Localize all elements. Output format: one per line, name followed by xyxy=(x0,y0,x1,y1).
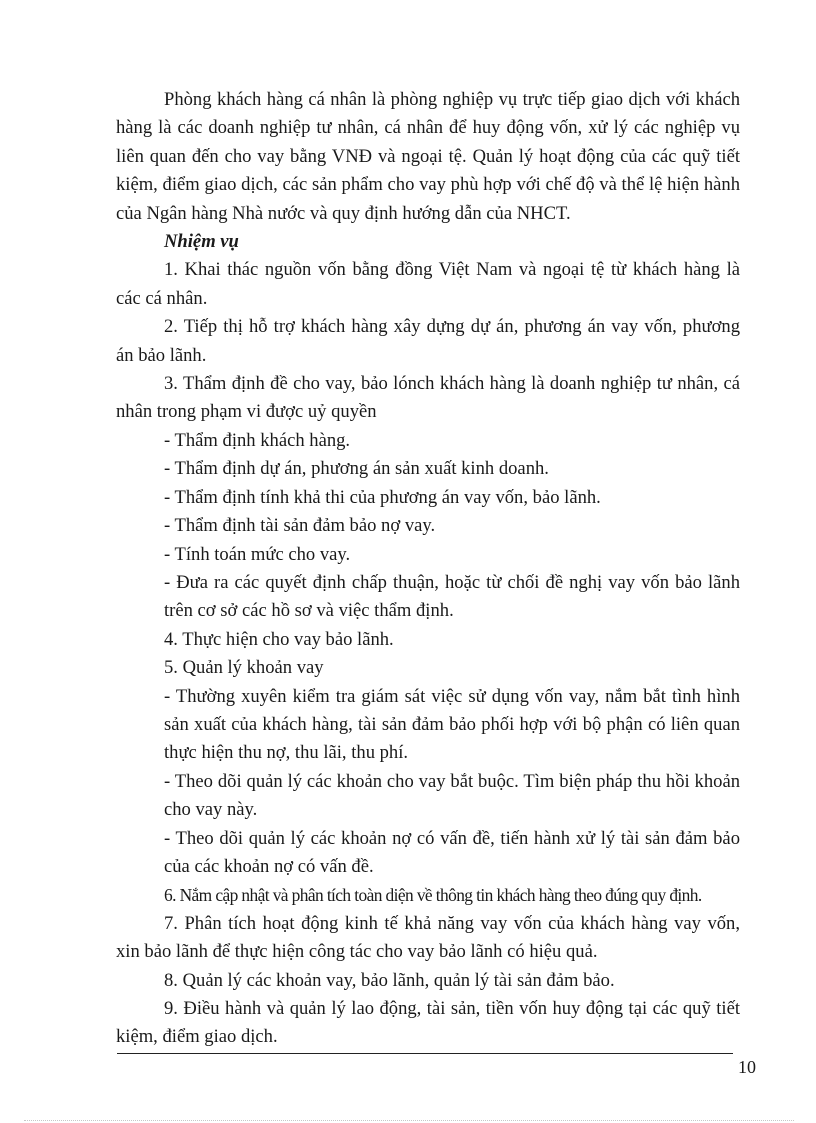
task-3-item: - Thẩm định dự án, phương án sản xuất kinh doanh. xyxy=(164,458,549,480)
page-number: 10 xyxy=(738,1057,756,1077)
task-3-item: - Đưa ra các quyết định chấp thuận, hoặc từ chối đề nghị vay vốn bảo lãnh trên cơ sở các hồ sơ và việc thẩm định. xyxy=(164,571,740,622)
task-5-item: - Theo dõi quản lý các khoản nợ có vấn đề, tiến hành xử lý tài sản đảm bảo của các khoản nợ có vấn đề. xyxy=(164,827,740,877)
task-3-item: - Thẩm định khách hàng. xyxy=(164,429,351,451)
task-4: 4. Thực hiện cho vay bảo lãnh. xyxy=(164,628,394,650)
footer-divider xyxy=(117,1053,733,1054)
intro-paragraph: Phòng khách hàng cá nhân là phòng nghiệp vụ trực tiếp giao dịch với khách hàng là các doanh nghiệp tư nhân, cá nhân để huy động vốn, xử lý các nghiệp vụ liên quan đến cho vay bằng VNĐ và ngoại tệ. Quản lý hoạt động của các quỹ tiết kiệm, điểm giao dịch, các sản phẩm cho vay phù hợp với chế độ và thể lệ hiện hành của Ngân hàng Nhà nước và quy định hướng dẫn của NHCT. xyxy=(116,89,740,224)
task-6: 6. Nắm cập nhật và phân tích toàn diện về thông tin khách hàng theo đúng quy định. xyxy=(164,885,702,906)
task-7: 7. Phân tích hoạt động kinh tế khả năng vay vốn của khách hàng vay vốn, xin bảo lãnh để thực hiện công tác cho vay bảo lãnh có hiệu quả. xyxy=(116,912,740,963)
task-5-item: - Thường xuyên kiểm tra giám sát việc sử dụng vốn vay, nắm bắt tình hình sản xuất của khách hàng, tài sản đảm bảo phối hợp với bộ phận có liên quan thực hiện thu nợ, thu lãi, thu phí. xyxy=(164,685,740,764)
task-1: 1. Khai thác nguồn vốn bằng đồng Việt Nam và ngoại tệ từ khách hàng là các cá nhân. xyxy=(116,259,740,309)
task-5-item: - Theo dõi quản lý các khoản cho vay bắt buộc. Tìm biện pháp thu hồi khoản cho vay này. xyxy=(164,770,740,821)
task-9: 9. Điều hành và quản lý lao động, tài sản, tiền vốn huy động tại các quỹ tiết kiệm, điểm giao dịch. xyxy=(116,998,740,1048)
page-edge-divider xyxy=(24,1120,794,1121)
section-heading: Nhiệm vụ xyxy=(164,231,239,253)
task-3: 3. Thẩm định đề cho vay, bảo lónch khách hàng là doanh nghiệp tư nhân, cá nhân trong phạm vi được uỷ quyền xyxy=(116,373,740,423)
task-5: 5. Quản lý khoản vay xyxy=(164,657,324,679)
page-body xyxy=(116,86,740,1052)
task-3-item: - Tính toán mức cho vay. xyxy=(164,543,351,565)
task-3-item: - Thẩm định tài sản đảm bảo nợ vay. xyxy=(164,515,436,537)
task-8: 8. Quản lý các khoản vay, bảo lãnh, quản lý tài sản đảm bảo. xyxy=(164,969,615,991)
task-2: 2. Tiếp thị hỗ trợ khách hàng xây dựng dự án, phương án vay vốn, phương án bảo lãnh. xyxy=(116,316,740,366)
task-3-item: - Thẩm định tính khả thi của phương án vay vốn, bảo lãnh. xyxy=(164,486,601,508)
